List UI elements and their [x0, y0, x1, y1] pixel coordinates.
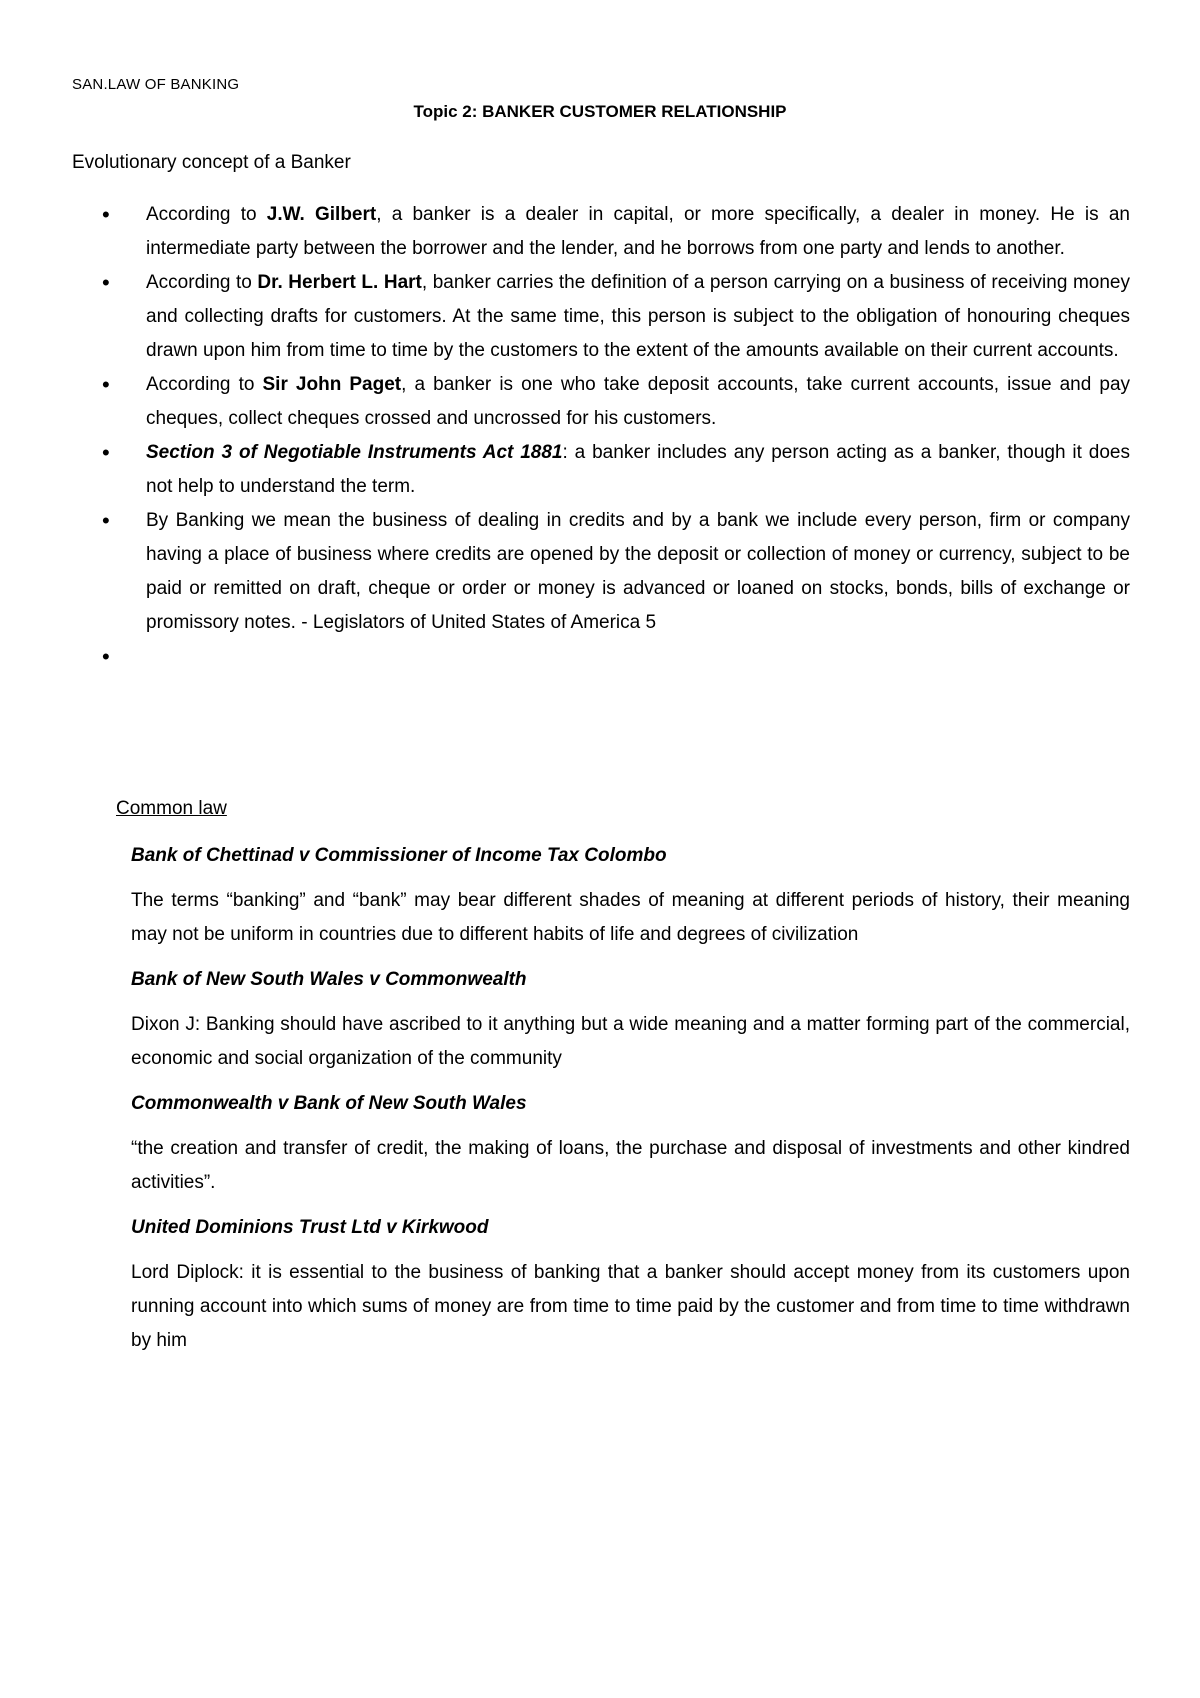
- authority-name: Sir John Paget: [262, 374, 402, 395]
- case-summary: Lord Diplock: it is essential to the business of banking that a banker should accept money from its customers upon running account into which sums of money are from time to time paid by the customer and from time to time withdrawn by him: [131, 1262, 1130, 1351]
- list-item: [102, 266, 1130, 368]
- case-name: Commonwealth v Bank of New South Wales: [131, 1093, 527, 1114]
- document-title: Topic 2: BANKER CUSTOMER RELATIONSHIP: [413, 102, 787, 121]
- case-summary: “the creation and transfer of credit, the making of loans, the purchase and disposal of investments and other kindred activities”.: [131, 1138, 1130, 1193]
- authority-name: J.W. Gilbert: [266, 204, 377, 225]
- bullet-text: : a banker includes any person acting as a banker, though it does not help to understand the term.: [146, 442, 1131, 497]
- definition-list: [102, 198, 1130, 674]
- bullet-text: , banker carries the definition of a person carrying on a business of receiving money and collecting drafts for customers. At the same time, this person is subject to the obligation of honouring cheques drawn upon him from time to time by the customers to the extent of the amounts available on their current accounts.: [146, 272, 1130, 361]
- bullet-text: , a banker is a dealer in capital, or more specifically, a dealer in money. He is an intermediate party between the borrower and the lender, and he borrows from one party and lends to another.: [146, 204, 1130, 259]
- list-item: [102, 198, 1130, 266]
- authority-name: Dr. Herbert L. Hart: [257, 272, 422, 293]
- case-name: United Dominions Trust Ltd v Kirkwood: [131, 1217, 489, 1238]
- case-name: Bank of New South Wales v Commonwealth: [131, 969, 527, 990]
- bullet-text: By Banking we mean the business of dealing in credits and by a bank we include every person, firm or company having a place of business where credits are opened by the deposit or collection of money or currency, subject to be paid or remitted on draft, cheque or order or money is advanced or loaned on stocks, bonds, bills of exchange or promissory notes. - Legislators of United States of America 5: [146, 510, 1130, 633]
- list-item: [102, 436, 1130, 504]
- empty-list-item: [102, 640, 1130, 674]
- bullet-prefix: According to: [146, 374, 263, 395]
- course-header: SAN.LAW OF BANKING: [72, 76, 240, 93]
- bullet-prefix: According to: [146, 204, 267, 225]
- case-summary: The terms “banking” and “bank” may bear different shades of meaning at different periods of history, their meaning may not be uniform in countries due to different habits of life and degrees of civilization: [131, 890, 1130, 945]
- bullet-prefix: According to: [146, 272, 258, 293]
- case-summary: Dixon J: Banking should have ascribed to it anything but a wide meaning and a matter forming part of the commercial, economic and social organization of the community: [131, 1014, 1130, 1069]
- case-list: [131, 842, 1130, 1372]
- list-item: [102, 368, 1130, 436]
- common-law-heading: Common law: [116, 798, 227, 819]
- bullet-text: , a banker is one who take deposit accounts, take current accounts, issue and pay cheques, collect cheques crossed and uncrossed for his customers.: [146, 374, 1131, 429]
- statute-name: Section 3 of Negotiable Instruments Act 1881: [146, 442, 563, 463]
- case-name: Bank of Chettinad v Commissioner of Income Tax Colombo: [131, 845, 667, 866]
- list-item: [102, 504, 1130, 640]
- section-heading: Evolutionary concept of a Banker: [72, 152, 351, 173]
